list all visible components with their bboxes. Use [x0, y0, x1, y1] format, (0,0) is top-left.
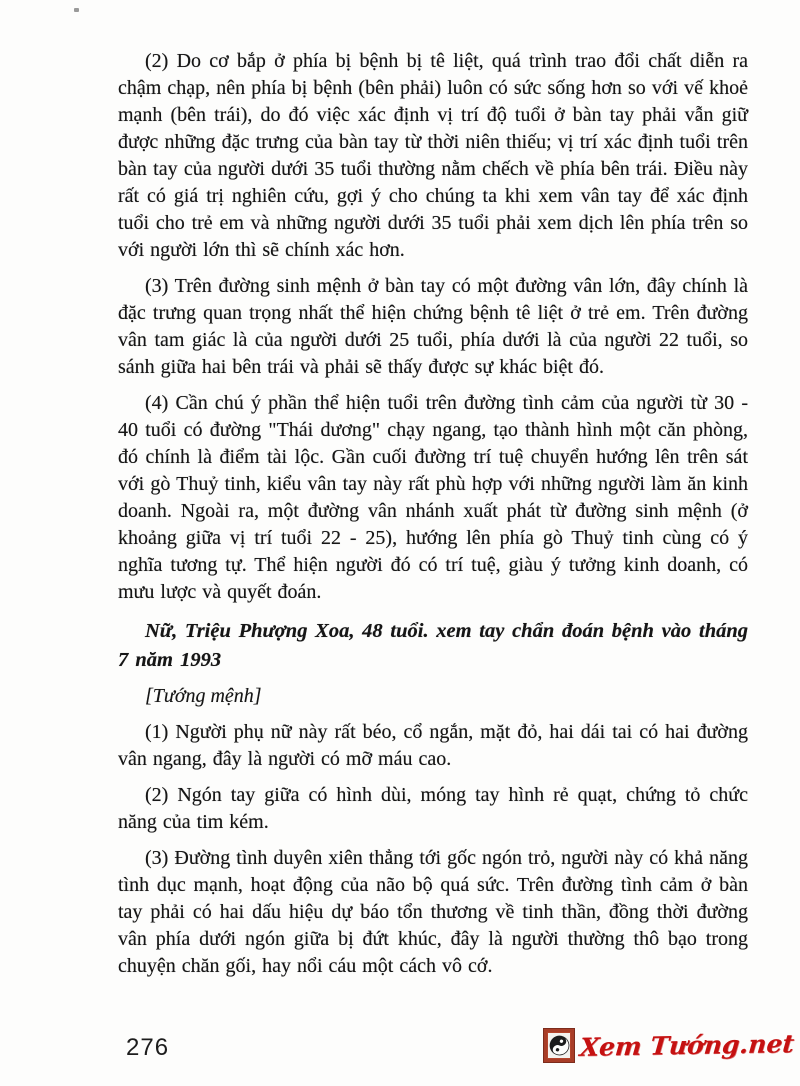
yin-yang-icon	[543, 1028, 575, 1063]
watermark-text: Xem Tướng.net	[578, 1029, 796, 1062]
yin-yang-inner	[548, 1033, 570, 1058]
watermark-xemtuong	[543, 1028, 794, 1063]
section-label-tuong-menh: [Tướng mệnh]	[145, 685, 262, 707]
case-heading: Nữ, Triệu Phượng Xoa, 48 tuổi. xem tay chẩn đoán bệnh vào tháng 7 năm 1993	[118, 620, 748, 671]
page-number: 276	[126, 1034, 170, 1061]
paragraph-4: (4) Cần chú ý phần thể hiện tuổi trên đường tình cảm của người từ 30 - 40 tuổi có đường "Thái dương" chạy ngang, tạo thành hình một căn phòng, đó chính là điểm tài lộc. Gần cuối đường trí tuệ chuyển hướng lên trên sát với gò Thuỷ tinh, kiểu vân tay này rất phù hợp với những người làm ăn kinh doanh. Ngoài ra, một đường vân nhánh xuất phát từ đường sinh mệnh (ở khoảng giữa vị trí tuổi 22 - 25), hướng lên phía gò Thuỷ tinh cùng có ý nghĩa tương tự. Thể hiện người đó có trí tuệ, giàu ý tưởng kinh doanh, có mưu lược và quyết đoán.	[118, 392, 748, 603]
scan-speck	[74, 8, 79, 12]
case-paragraph-3: (3) Đường tình duyên xiên thẳng tới gốc ngón trỏ, người này có khả năng tình dục mạnh, hoạt động của não bộ quá sức. Trên đường tình cảm ở bàn tay phải có hai dấu hiệu dự báo tổn thương về tinh thần, đồng thời đường vân phía dưới ngón giữa bị đứt khúc, đây là người thường thô bạo trong chuyện chăn gối, hay nổi cáu một cách vô cớ.	[118, 847, 748, 977]
paragraph-2: (2) Do cơ bắp ở phía bị bệnh bị tê liệt, quá trình trao đổi chất diễn ra chậm chạp, nên phía bị bệnh (bên phải) luôn có sức sống hơn so với vế khoẻ mạnh (bên trái), do đó việc xác định vị trí độ tuổi ở bàn tay phải vẫn giữ được những đặc trưng của bàn tay từ thời niên thiếu; vị trí xác định tuổi trên bàn tay của người dưới 35 tuổi thường nằm chếch về phía bên trái. Điều này rất có giá trị nghiên cứu, gợi ý cho chúng ta khi xem vân tay để xác định tuổi cho trẻ em và những người dưới 35 tuổi phải xem dịch lên phía trên so với người lớn thì sẽ chính xác hơn.	[118, 50, 748, 261]
case-paragraph-1: (1) Người phụ nữ này rất béo, cổ ngắn, mặt đỏ, hai dái tai có hai đường vân ngang, đây là người có mỡ máu cao.	[118, 721, 748, 770]
case-paragraph-2: (2) Ngón tay giữa có hình dùi, móng tay hình rẻ quạt, chứng tỏ chức năng của tim kém.	[118, 784, 748, 833]
page-content	[118, 48, 748, 989]
paragraph-3: (3) Trên đường sinh mệnh ở bàn tay có một đường vân lớn, đây chính là đặc trưng quan trọng nhất thể hiện chứng bệnh tê liệt ở trẻ em. Trên đường vân tam giác là của người dưới 25 tuổi, phía dưới là của người 22 tuổi, so sánh giữa hai bên trái và phải sẽ thấy được sự khác biệt đó.	[118, 275, 748, 378]
